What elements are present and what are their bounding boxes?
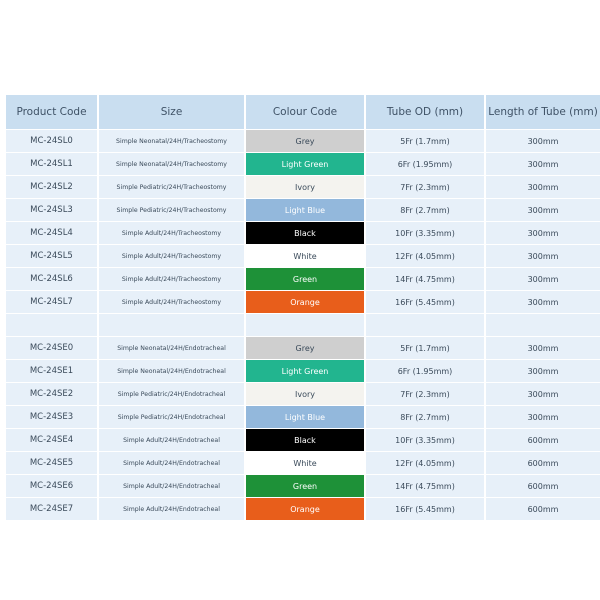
product-code-cell: MC-24SL4 (6, 221, 97, 244)
size-cell: Simple Adult/24H/Tracheostomy (99, 244, 244, 267)
colour-code-cell: Green (246, 267, 364, 290)
table-row (6, 129, 600, 152)
size-cell: Simple Neonatal/24H/Tracheostomy (99, 129, 244, 152)
size-cell: Simple Neonatal/24H/Tracheostomy (99, 152, 244, 175)
size-cell: Simple Pediatric/24H/Endotracheal (99, 382, 244, 405)
header-tube-od: Tube OD (mm) (366, 95, 484, 129)
tube-od-cell: 12Fr (4.05mm) (366, 451, 484, 474)
product-code-cell: MC-24SL6 (6, 267, 97, 290)
table-row (6, 175, 600, 198)
table-row (6, 244, 600, 267)
tube-length-cell: 600mm (486, 451, 600, 474)
product-code-cell: MC-24SE6 (6, 474, 97, 497)
product-code-cell: MC-24SL3 (6, 198, 97, 221)
tube-length-cell: 300mm (486, 336, 600, 359)
separator-cell (99, 313, 244, 336)
tube-length-cell: 300mm (486, 221, 600, 244)
product-code-cell: MC-24SL1 (6, 152, 97, 175)
colour-code-cell: Light Blue (246, 405, 364, 428)
size-cell: Simple Adult/24H/Endotracheal (99, 497, 244, 520)
size-cell: Simple Adult/24H/Endotracheal (99, 428, 244, 451)
tube-od-cell: 16Fr (5.45mm) (366, 497, 484, 520)
tube-length-cell: 300mm (486, 359, 600, 382)
table-row (6, 382, 600, 405)
size-cell: Simple Adult/24H/Tracheostomy (99, 290, 244, 313)
group-separator (6, 313, 600, 336)
tube-od-cell: 14Fr (4.75mm) (366, 267, 484, 290)
product-code-cell: MC-24SE5 (6, 451, 97, 474)
tube-od-cell: 8Fr (2.7mm) (366, 198, 484, 221)
product-code-cell: MC-24SE2 (6, 382, 97, 405)
tube-od-cell: 5Fr (1.7mm) (366, 129, 484, 152)
tube-length-cell: 300mm (486, 129, 600, 152)
header-colour-code: Colour Code (246, 95, 364, 129)
colour-code-cell: Light Green (246, 152, 364, 175)
size-cell: Simple Pediatric/24H/Endotracheal (99, 405, 244, 428)
tube-length-cell: 300mm (486, 405, 600, 428)
table-row (6, 359, 600, 382)
colour-code-cell: Ivory (246, 382, 364, 405)
header-product-code: Product Code (6, 95, 97, 129)
tube-od-cell: 7Fr (2.3mm) (366, 382, 484, 405)
tube-od-cell: 7Fr (2.3mm) (366, 175, 484, 198)
product-code-cell: MC-24SE3 (6, 405, 97, 428)
tube-od-cell: 16Fr (5.45mm) (366, 290, 484, 313)
header-row (6, 95, 600, 129)
table-row (6, 497, 600, 520)
tube-od-cell: 8Fr (2.7mm) (366, 405, 484, 428)
colour-code-cell: White (246, 244, 364, 267)
tube-od-cell: 5Fr (1.7mm) (366, 336, 484, 359)
tube-length-cell: 300mm (486, 175, 600, 198)
table-row (6, 221, 600, 244)
table-row (6, 336, 600, 359)
tube-length-cell: 300mm (486, 382, 600, 405)
tube-length-cell: 600mm (486, 474, 600, 497)
product-spec-table (4, 95, 600, 520)
tube-length-cell: 300mm (486, 152, 600, 175)
size-cell: Simple Pediatric/24H/Tracheostomy (99, 198, 244, 221)
colour-code-cell: Grey (246, 336, 364, 359)
colour-code-cell: Green (246, 474, 364, 497)
table-row (6, 451, 600, 474)
tube-od-cell: 12Fr (4.05mm) (366, 244, 484, 267)
product-code-cell: MC-24SE0 (6, 336, 97, 359)
colour-code-cell: Black (246, 221, 364, 244)
table-row (6, 198, 600, 221)
table-row (6, 267, 600, 290)
tube-length-cell: 300mm (486, 244, 600, 267)
colour-code-cell: White (246, 451, 364, 474)
separator-cell (486, 313, 600, 336)
product-code-cell: MC-24SE7 (6, 497, 97, 520)
colour-code-cell: Orange (246, 290, 364, 313)
tube-od-cell: 10Fr (3.35mm) (366, 221, 484, 244)
tube-length-cell: 300mm (486, 198, 600, 221)
colour-code-cell: Light Green (246, 359, 364, 382)
tube-od-cell: 14Fr (4.75mm) (366, 474, 484, 497)
product-code-cell: MC-24SL5 (6, 244, 97, 267)
size-cell: Simple Neonatal/24H/Endotracheal (99, 359, 244, 382)
tube-length-cell: 300mm (486, 267, 600, 290)
table-row (6, 152, 600, 175)
size-cell: Simple Adult/24H/Tracheostomy (99, 221, 244, 244)
size-cell: Simple Adult/24H/Tracheostomy (99, 267, 244, 290)
tube-length-cell: 300mm (486, 290, 600, 313)
tube-od-cell: 6Fr (1.95mm) (366, 152, 484, 175)
header-length: Length of Tube (mm) (486, 95, 600, 129)
product-code-cell: MC-24SE1 (6, 359, 97, 382)
tube-length-cell: 600mm (486, 497, 600, 520)
size-cell: Simple Pediatric/24H/Tracheostomy (99, 175, 244, 198)
product-code-cell: MC-24SE4 (6, 428, 97, 451)
table-body (6, 129, 600, 520)
size-cell: Simple Adult/24H/Endotracheal (99, 451, 244, 474)
colour-code-cell: Ivory (246, 175, 364, 198)
product-code-cell: MC-24SL7 (6, 290, 97, 313)
colour-code-cell: Light Blue (246, 198, 364, 221)
tube-od-cell: 10Fr (3.35mm) (366, 428, 484, 451)
colour-code-cell: Black (246, 428, 364, 451)
size-cell: Simple Neonatal/24H/Endotracheal (99, 336, 244, 359)
tube-od-cell: 6Fr (1.95mm) (366, 359, 484, 382)
separator-cell (6, 313, 97, 336)
separator-cell (246, 313, 364, 336)
separator-cell (366, 313, 484, 336)
tube-length-cell: 600mm (486, 428, 600, 451)
table-row (6, 428, 600, 451)
header-size: Size (99, 95, 244, 129)
colour-code-cell: Grey (246, 129, 364, 152)
product-code-cell: MC-24SL2 (6, 175, 97, 198)
product-code-cell: MC-24SL0 (6, 129, 97, 152)
table-row (6, 474, 600, 497)
colour-code-cell: Orange (246, 497, 364, 520)
size-cell: Simple Adult/24H/Endotracheal (99, 474, 244, 497)
table-row (6, 405, 600, 428)
table-row (6, 290, 600, 313)
